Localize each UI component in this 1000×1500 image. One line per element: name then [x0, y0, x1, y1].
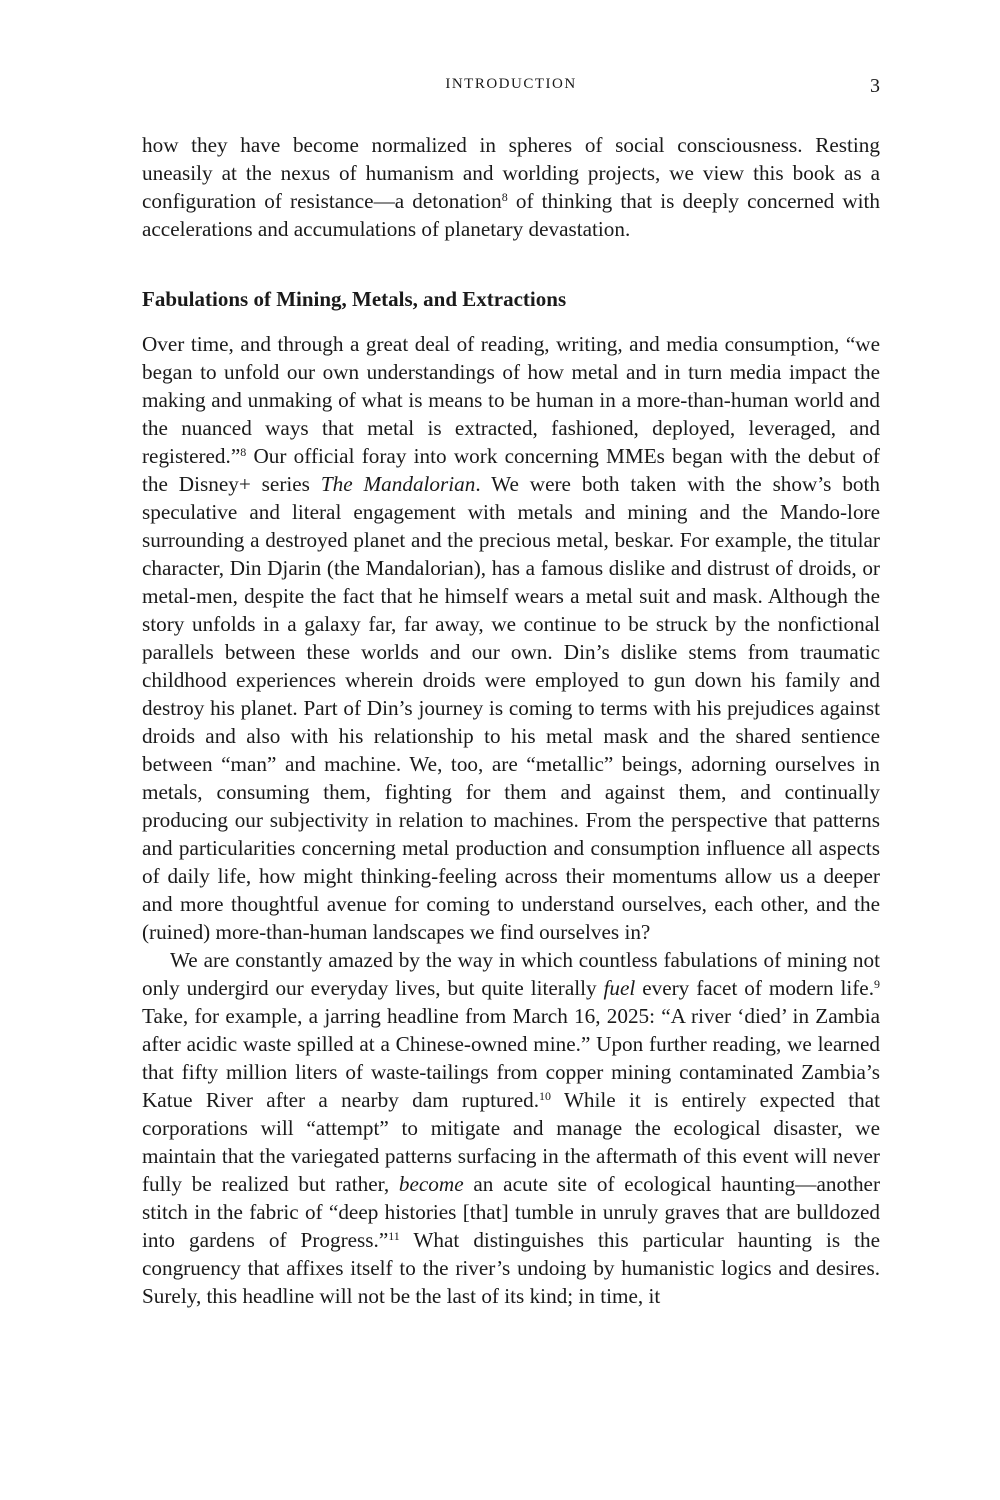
body-text	[142, 131, 880, 1310]
paragraph-text: of thinking that is deeply concerned with accelerations and accumulations of planetary devastation.	[142, 189, 880, 241]
running-header	[142, 72, 880, 96]
series-title: The Mandalorian	[320, 472, 476, 496]
section-heading: Fabulations of Mining, Metals, and Extractions	[142, 287, 567, 311]
paragraph-text: how they have become normalized in spheres of social consciousness. Resting uneasily at the nexus of humanism and worlding projects, we view this book as a configuration of resistance—a detonation	[142, 133, 880, 213]
paragraph-text: every facet of modern life.	[635, 976, 875, 1000]
emphasis: become	[398, 1172, 464, 1196]
running-title: INTRODUCTION	[445, 76, 577, 92]
footnote-marker-9: 9	[874, 977, 881, 991]
paragraph-text: Our official foray into work concerning MMEs began with the debut of the Disney+ series	[142, 444, 880, 496]
paragraph-text: Take, for example, a jarring headline from March 16, 2025: “A river ‘died’ in Zambia after acidic waste spilled at a Chinese-owned mine.” Upon further reading, we learned that fifty million liters of waste-tailings from copper mining contaminated Zambia’s Katue River after a nearby dam ruptured.	[142, 1004, 880, 1112]
paragraph-text: What distinguishes this particular haunting is the congruency that affixes itself to the river’s undoing by humanistic logics and desires. Surely, this headline will not be the last of its kind; in time, it	[142, 1228, 880, 1308]
paragraph	[142, 330, 880, 946]
footnote-marker-10: 10	[539, 1089, 551, 1103]
paragraph-text: We are constantly amazed by the way in which countless fabulations of mining not only undergird our everyday lives, but quite literally	[142, 948, 880, 1000]
paragraph-text: an acute site of ecological haunting—another stitch in the fabric of “deep histories [that] tumble in unruly graves that are bulldozed into gardens of Progress.”	[142, 1172, 880, 1252]
footnote-marker-11: 11	[388, 1229, 400, 1243]
footnote-marker-8: 8	[240, 445, 247, 459]
paragraph-continued	[142, 131, 880, 243]
footnote-marker-8: 8	[501, 190, 508, 204]
emphasis: fuel	[603, 976, 636, 1000]
paragraph	[142, 946, 880, 1310]
page-number: 3	[870, 75, 880, 97]
paragraph-text: Over time, and through a great deal of reading, writing, and media consumption, “we began to unfold our own understandings of how metal and in turn media impact the making and unmaking of what is means to be human in a more-than-human world and the nuanced ways that metal is extracted, fashioned, deployed, leveraged, and registered.”	[142, 332, 880, 468]
paragraph-text: . We were both taken with the show’s both speculative and literal engagement with metals and mining and the Mando-lore surrounding a destroyed planet and the precious metal, beskar. For example, the titular character, Din Djarin (the Mandalorian), has a famous dislike and distrust of droids, or metal-men, despite the fact that he himself wears a metal suit and mask. Although the story unfolds in a galaxy far, far away, we continue to be struck by the nonfictional parallels between these worlds and our own. Din’s dislike stems from traumatic childhood experiences wherein droids were employed to gun down his family and destroy his planet. Part of Din’s journey is coming to terms with his prejudices against droids and also with his relationship to his metal mask and the shared sentience between “man” and machine. We, too, are “metallic” beings, adorning ourselves in metals, consuming them, fighting for them and against them, and continually producing our subjectivity in relation to machines. From the perspective that patterns and particularities concerning metal production and consumption influence all aspects of daily life, how might thinking-feeling across their momentums allow us a deeper and more thoughtful avenue for coming to understand ourselves, each other, and the (ruined) more-than-human landscapes we find ourselves in?	[142, 472, 881, 944]
paragraph-text: While it is entirely expected that corporations will “attempt” to mitigate and manage the ecological disaster, we maintain that the variegated patterns surfacing in the aftermath of this event will never fully be realized but rather,	[142, 1088, 880, 1196]
